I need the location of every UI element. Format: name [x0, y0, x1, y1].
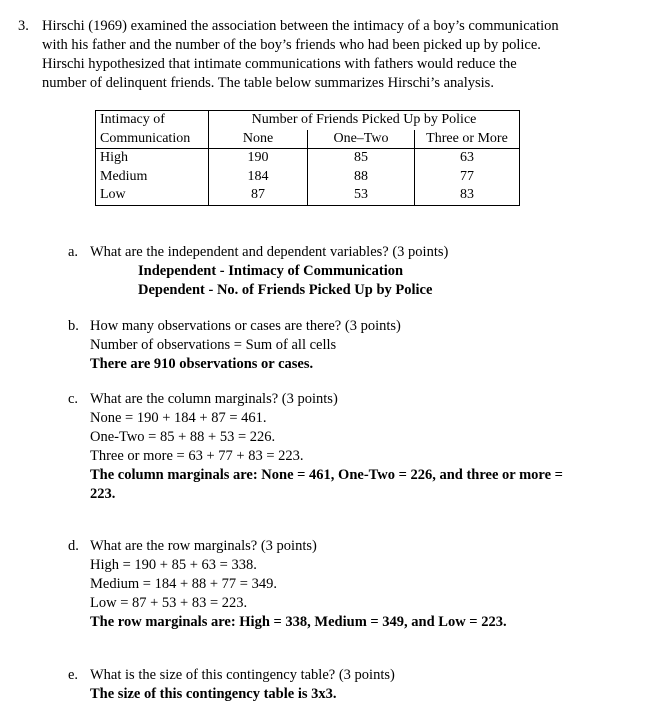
part-question: What is the size of this contingency table? (3 points) [90, 667, 395, 683]
contingency-table [95, 110, 520, 206]
part-label: d. [68, 538, 79, 554]
answer: The row marginals are: High = 338, Medium = 349, and Low = 223. [90, 614, 507, 630]
answer-continued: 223. [90, 486, 116, 502]
part-label: a. [68, 244, 79, 260]
intro-line: with his father and the number of the boy’s friends who had been picked up by police. [42, 37, 541, 53]
answer: The size of this contingency table is 3x3. [90, 686, 337, 702]
table-cell: 87 [209, 186, 308, 205]
part-b [68, 317, 638, 374]
part-d [68, 537, 638, 632]
table-row [96, 149, 520, 168]
part-label: b. [68, 318, 79, 334]
table-cell: 53 [308, 186, 415, 205]
table-cell: 190 [247, 150, 269, 165]
work-line: Low = 87 + 53 + 83 = 223. [90, 595, 248, 611]
table-header-row [96, 111, 520, 130]
part-label: c. [68, 391, 79, 407]
table-cell: 85 [308, 149, 415, 168]
table-cell: 83 [415, 186, 520, 205]
column-header: Three or More [415, 130, 520, 149]
part-question: What are the row marginals? (3 points) [90, 538, 317, 554]
table-cell: 184 [247, 168, 269, 184]
table-row [96, 168, 520, 187]
part-question: What are the column marginals? (3 points) [90, 391, 338, 407]
table-row [96, 186, 520, 205]
column-header: None [209, 130, 308, 149]
part-c [68, 390, 638, 504]
table-cell: 63 [415, 149, 520, 168]
answer-dependent: Dependent - No. of Friends Picked Up by Police [138, 282, 433, 298]
question-number: 3. [18, 18, 29, 34]
table-cell: 88 [308, 168, 415, 187]
part-a [68, 243, 638, 300]
row-header-line2: Communication [96, 130, 209, 149]
part-label: e. [68, 667, 79, 683]
intro-line: number of delinquent friends. The table below summarizes Hirschi’s analysis. [42, 75, 494, 91]
answer: There are 910 observations or cases. [90, 356, 314, 372]
row-label: Low [96, 186, 209, 205]
table-subheader-row [96, 130, 520, 149]
column-header: One–Two [308, 130, 415, 149]
spanning-header: Number of Friends Picked Up by Police [209, 111, 520, 130]
intro-line: Hirschi hypothesized that intimate communications with fathers would reduce the [42, 56, 517, 72]
work-line: High = 190 + 85 + 63 = 338. [90, 557, 257, 573]
work-line: Three or more = 63 + 77 + 83 = 223. [90, 448, 304, 464]
answer-independent: Independent - Intimacy of Communication [138, 263, 404, 279]
part-question: How many observations or cases are there? (3 points) [90, 318, 401, 334]
question-intro [18, 17, 648, 93]
intro-line: Hirschi (1969) examined the association between the intimacy of a boy’s communication [42, 18, 559, 34]
part-e [68, 666, 638, 704]
row-label: Medium [96, 168, 209, 187]
row-header-line1: Intimacy of [96, 111, 209, 130]
work-line: One-Two = 85 + 88 + 53 = 226. [90, 429, 276, 445]
row-label: High [96, 149, 209, 168]
work-line: Number of observations = Sum of all cells [90, 337, 337, 353]
work-line: None = 190 + 184 + 87 = 461. [90, 410, 267, 426]
table-cell: 77 [415, 168, 520, 187]
work-line: Medium = 184 + 88 + 77 = 349. [90, 576, 277, 592]
part-question: What are the independent and dependent variables? (3 points) [90, 244, 449, 260]
answer: The column marginals are: None = 461, One-Two = 226, and three or more = [90, 467, 563, 483]
intro-text [42, 17, 648, 93]
